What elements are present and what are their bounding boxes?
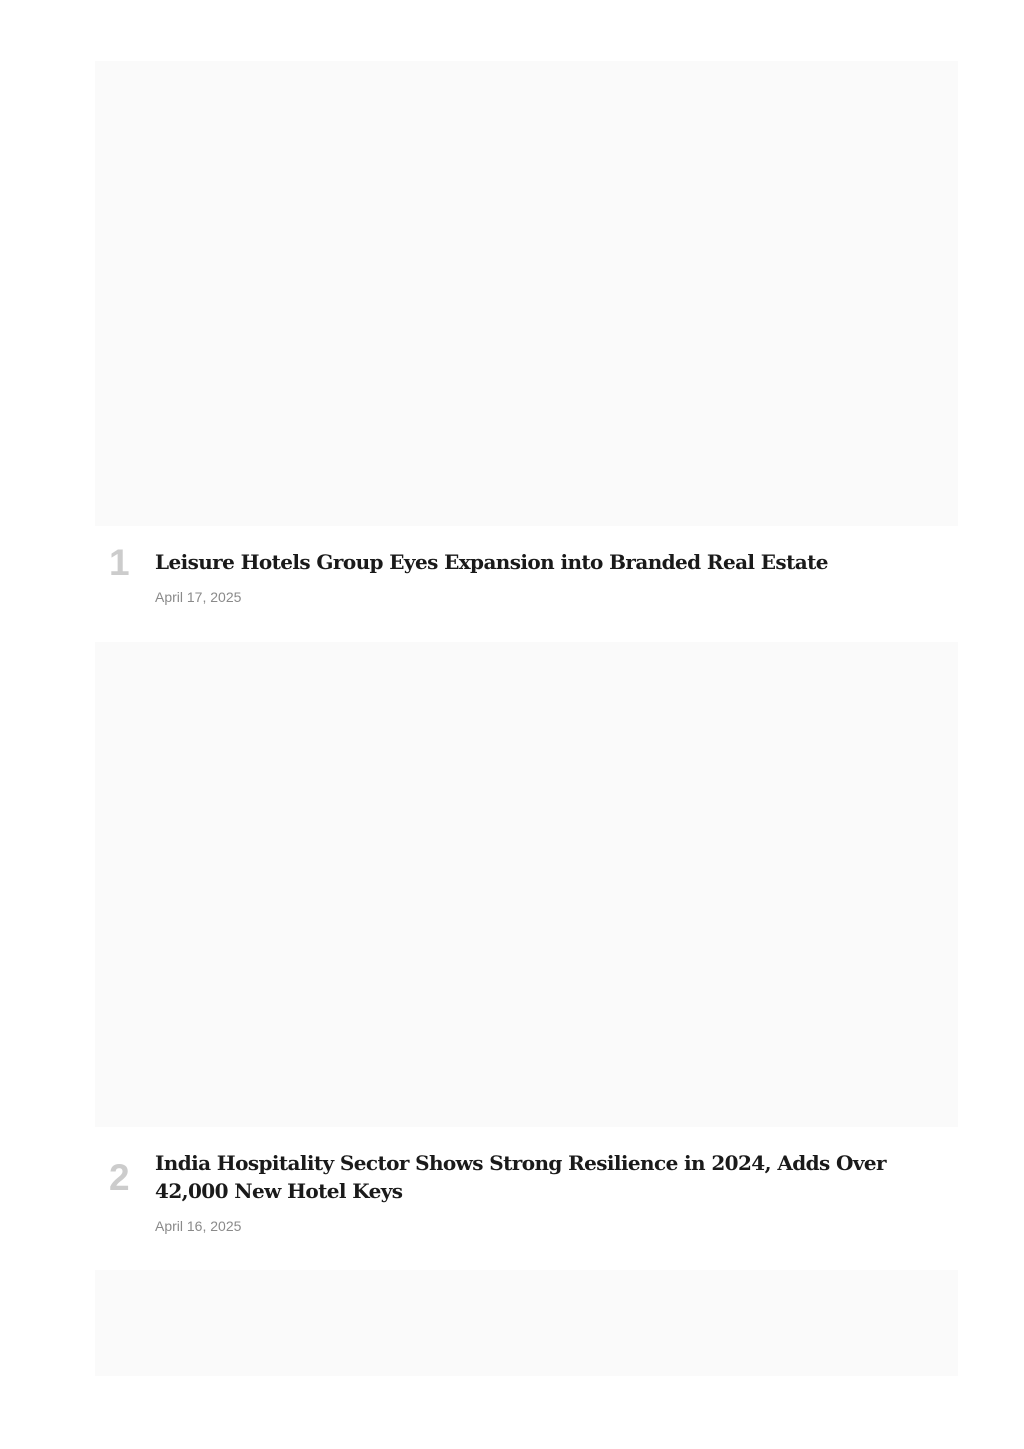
article-card[interactable] xyxy=(95,1270,958,1376)
article-date: April 16, 2025 xyxy=(155,1218,242,1234)
article-thumbnail[interactable] xyxy=(95,61,958,526)
article-title[interactable]: India Hospitality Sector Shows Strong Resilience in 2024, Adds Over 42,000 New Hotel Keys xyxy=(155,1151,886,1203)
article-card[interactable] xyxy=(95,642,958,1235)
article-card[interactable] xyxy=(95,61,958,606)
article-rank: 1 xyxy=(109,542,130,583)
article-thumbnail[interactable] xyxy=(95,1270,958,1376)
article-title[interactable]: Leisure Hotels Group Eyes Expansion into Branded Real Estate xyxy=(155,550,828,574)
article-meta xyxy=(95,1127,958,1235)
article-rank: 2 xyxy=(109,1157,130,1198)
article-date: April 17, 2025 xyxy=(155,589,242,605)
article-thumbnail[interactable] xyxy=(95,642,958,1127)
article-meta xyxy=(95,526,958,606)
